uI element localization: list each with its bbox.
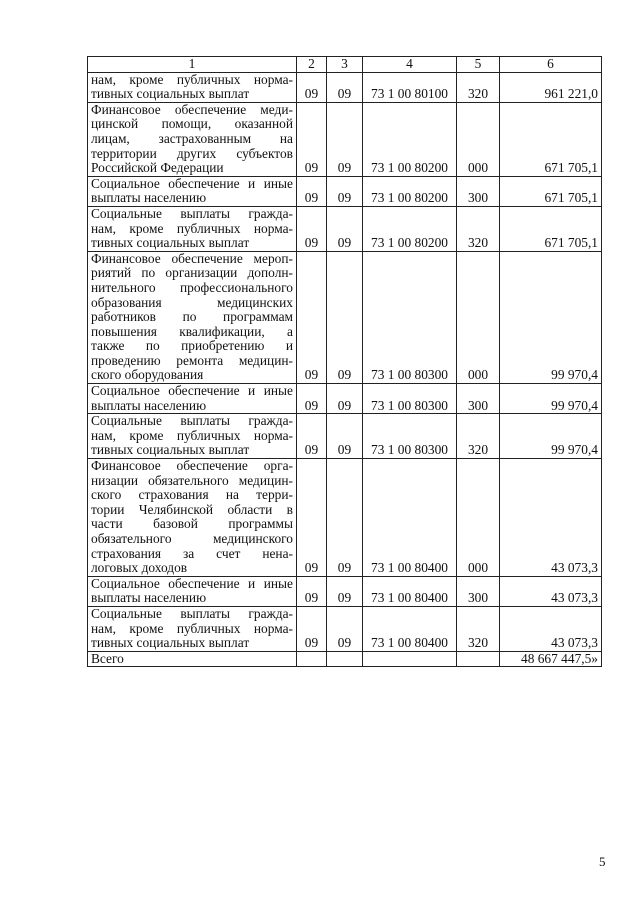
expense-name-line: тивных социальных выплат xyxy=(91,235,250,251)
expense-name-line: Финансовое обеспечение меди- xyxy=(91,101,293,117)
section-cell: 09 xyxy=(297,251,327,383)
total-empty-cell xyxy=(327,651,363,667)
amount-cell: 43 073,3 xyxy=(500,576,602,606)
expense-name-line: проведению ремонта медицин- xyxy=(91,352,293,368)
total-empty-cell xyxy=(457,651,500,667)
header-cell-name: 1 xyxy=(88,57,297,73)
amount-cell: 99 970,4 xyxy=(500,384,602,414)
expense-name-line: нам, кроме публичных норма- xyxy=(91,220,293,236)
expense-name-line: Социальные выплаты гражда- xyxy=(91,605,293,621)
expense-name-cell xyxy=(88,176,297,206)
expense-type-cell: 320 xyxy=(457,72,500,102)
expense-type-cell: 000 xyxy=(457,251,500,383)
expense-type-cell: 000 xyxy=(457,459,500,577)
table-header-row xyxy=(88,57,602,73)
subsection-cell: 09 xyxy=(327,606,363,651)
subsection-cell: 09 xyxy=(327,251,363,383)
budget-table xyxy=(87,56,602,667)
expense-name-line: тивных социальных выплат xyxy=(91,86,250,102)
header-cell-section: 2 xyxy=(297,57,327,73)
expense-name-line: выплаты населению xyxy=(91,397,207,413)
section-cell: 09 xyxy=(297,72,327,102)
total-label: Всего xyxy=(88,651,297,667)
target-article-cell: 73 1 00 80400 xyxy=(363,606,457,651)
section-cell: 09 xyxy=(297,606,327,651)
expense-name-cell xyxy=(88,414,297,459)
table-row xyxy=(88,102,602,176)
expense-name-line: нам, кроме публичных норма- xyxy=(91,427,293,443)
expense-name-cell xyxy=(88,606,297,651)
target-article-cell: 73 1 00 80100 xyxy=(363,72,457,102)
table-row xyxy=(88,176,602,206)
target-article-cell: 73 1 00 80300 xyxy=(363,384,457,414)
total-amount: 48 667 447,5» xyxy=(500,651,602,667)
section-cell: 09 xyxy=(297,176,327,206)
expense-type-cell: 000 xyxy=(457,102,500,176)
expense-type-cell: 300 xyxy=(457,176,500,206)
expense-name-line: низации обязательного медицин- xyxy=(91,472,293,488)
expense-name-line: цинской помощи, оказанной xyxy=(91,116,293,132)
expense-name-cell xyxy=(88,459,297,577)
expense-name-line: части базовой программы xyxy=(91,516,293,532)
table-row xyxy=(88,251,602,383)
amount-cell: 671 705,1 xyxy=(500,102,602,176)
expense-name-line: территории других субъектов xyxy=(91,145,293,161)
expense-name-cell xyxy=(88,251,297,383)
subsection-cell: 09 xyxy=(327,576,363,606)
expense-type-cell: 320 xyxy=(457,206,500,251)
section-cell: 09 xyxy=(297,459,327,577)
expense-name-line: выплаты населению xyxy=(91,590,207,606)
expense-type-cell: 320 xyxy=(457,414,500,459)
table-row xyxy=(88,606,602,651)
target-article-cell: 73 1 00 80200 xyxy=(363,176,457,206)
table-body xyxy=(88,72,602,667)
expense-name-line: Социальное обеспечение и иные xyxy=(91,175,293,191)
expense-type-cell: 320 xyxy=(457,606,500,651)
table-row xyxy=(88,384,602,414)
expense-name-cell xyxy=(88,72,297,102)
expense-name-line: работников по программам xyxy=(91,309,293,325)
expense-type-cell: 300 xyxy=(457,384,500,414)
expense-name-line: лицам, застрахованным на xyxy=(91,130,293,146)
expense-name-line: также по приобретению и xyxy=(91,338,293,354)
expense-name-line: Социальные выплаты гражда- xyxy=(91,205,293,221)
expense-name-line: Социальные выплаты гражда- xyxy=(91,413,293,429)
expense-name-line: тории Челябинской области в xyxy=(91,501,293,517)
section-cell: 09 xyxy=(297,576,327,606)
table-row xyxy=(88,206,602,251)
target-article-cell: 73 1 00 80300 xyxy=(363,251,457,383)
total-row xyxy=(88,651,602,667)
expense-name-line: Финансовое обеспечение мероп- xyxy=(91,250,293,266)
expense-name-line: ского оборудования xyxy=(91,367,204,383)
target-article-cell: 73 1 00 80400 xyxy=(363,576,457,606)
expense-name-line: выплаты населению xyxy=(91,190,207,206)
section-cell: 09 xyxy=(297,102,327,176)
amount-cell: 43 073,3 xyxy=(500,606,602,651)
expense-name-line: тивных социальных выплат xyxy=(91,635,250,651)
target-article-cell: 73 1 00 80200 xyxy=(363,102,457,176)
expense-name-line: риятий по организации дополн- xyxy=(91,265,293,281)
expense-name-line: нам, кроме публичных норма- xyxy=(91,620,293,636)
section-cell: 09 xyxy=(297,206,327,251)
table-row xyxy=(88,576,602,606)
expense-name-line: страхования за счет нена- xyxy=(91,545,293,561)
target-article-cell: 73 1 00 80200 xyxy=(363,206,457,251)
expense-name-line: Российской Федерации xyxy=(91,160,224,176)
expense-name-cell xyxy=(88,576,297,606)
amount-cell: 961 221,0 xyxy=(500,72,602,102)
expense-name-line: Социальное обеспечение и иные xyxy=(91,383,293,399)
expense-name-line: нам, кроме публичных норма- xyxy=(91,71,293,87)
table-row xyxy=(88,72,602,102)
page-number: 5 xyxy=(599,854,606,869)
amount-cell: 99 970,4 xyxy=(500,414,602,459)
section-cell: 09 xyxy=(297,414,327,459)
target-article-cell: 73 1 00 80300 xyxy=(363,414,457,459)
section-cell: 09 xyxy=(297,384,327,414)
expense-name-line: тивных социальных выплат xyxy=(91,442,250,458)
subsection-cell: 09 xyxy=(327,72,363,102)
header-cell-expense-type: 5 xyxy=(457,57,500,73)
total-empty-cell xyxy=(363,651,457,667)
expense-name-line: логовых доходов xyxy=(91,560,188,576)
expense-name-line: обязательного медицинского xyxy=(91,531,293,546)
amount-cell: 43 073,3 xyxy=(500,459,602,577)
subsection-cell: 09 xyxy=(327,206,363,251)
amount-cell: 671 705,1 xyxy=(500,206,602,251)
subsection-cell: 09 xyxy=(327,176,363,206)
expense-name-cell xyxy=(88,102,297,176)
table-row xyxy=(88,459,602,577)
expense-name-line: нительного профессионального xyxy=(91,279,293,295)
expense-type-cell: 300 xyxy=(457,576,500,606)
expense-name-line: Социальное обеспечение и иные xyxy=(91,575,293,591)
expense-name-cell xyxy=(88,206,297,251)
expense-name-line: Финансовое обеспечение орга- xyxy=(91,458,293,474)
amount-cell: 671 705,1 xyxy=(500,176,602,206)
expense-name-line: повышения квалификации, а xyxy=(91,323,293,339)
header-cell-target-article: 4 xyxy=(363,57,457,73)
table-row xyxy=(88,414,602,459)
subsection-cell: 09 xyxy=(327,414,363,459)
subsection-cell: 09 xyxy=(327,102,363,176)
subsection-cell: 09 xyxy=(327,384,363,414)
subsection-cell: 09 xyxy=(327,459,363,577)
expense-name-cell xyxy=(88,384,297,414)
header-cell-amount: 6 xyxy=(500,57,602,73)
total-empty-cell xyxy=(297,651,327,667)
expense-name-line: ского страхования на терри- xyxy=(91,487,293,503)
expense-name-line: образования медицинских xyxy=(91,294,293,310)
header-cell-subsection: 3 xyxy=(327,57,363,73)
amount-cell: 99 970,4 xyxy=(500,251,602,383)
target-article-cell: 73 1 00 80400 xyxy=(363,459,457,577)
